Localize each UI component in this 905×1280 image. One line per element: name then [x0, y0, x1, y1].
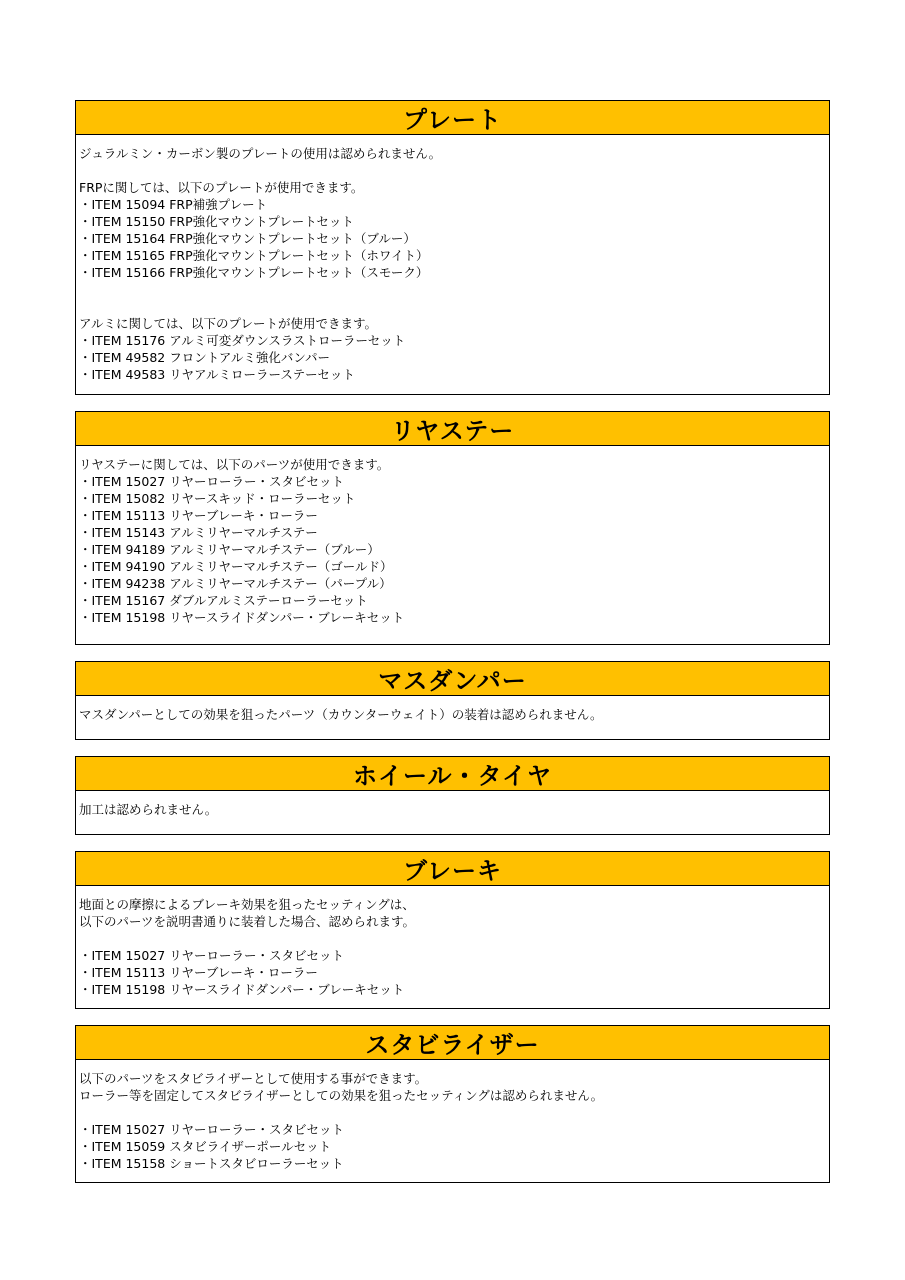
text-line	[79, 298, 826, 315]
text-line: ・ITEM 15113 リヤーブレーキ・ローラー	[79, 508, 318, 523]
text-line: ・ITEM 15158 ショートスタビローラーセット	[79, 1156, 344, 1171]
text-line: ・ITEM 15027 リヤーローラー・スタビセット	[79, 1122, 344, 1137]
text-line: ・ITEM 15176 アルミ可変ダウンスラストローラーセット	[79, 333, 406, 348]
section-body	[76, 1060, 829, 1178]
text-line	[79, 930, 826, 947]
text-line: ・ITEM 15166 FRP強化マウントプレートセット（スモーク）	[79, 265, 429, 280]
text-line: ・ITEM 15094 FRP補強プレート	[79, 197, 268, 212]
text-line: ・ITEM 15150 FRP強化マウントプレートセット	[79, 214, 354, 229]
section-title: ホイール・タイヤ	[76, 757, 829, 791]
text-line: FRPに関しては、以下のプレートが使用できます。	[79, 180, 364, 195]
text-line: ・ITEM 15165 FRP強化マウントプレートセット（ホワイト）	[79, 248, 429, 263]
text-line: ・ITEM 15027 リヤーローラー・スタビセット	[79, 474, 344, 489]
section-body	[76, 696, 829, 729]
section-title: リヤステー	[76, 412, 829, 446]
text-line: ・ITEM 15113 リヤーブレーキ・ローラー	[79, 965, 318, 980]
section-wheel-tire	[75, 756, 830, 835]
text-line: ・ITEM 15082 リヤースキッド・ローラーセット	[79, 491, 356, 506]
text-line: 地面との摩擦によるブレーキ効果を狙ったセッティングは、	[79, 897, 415, 912]
section-title: プレート	[76, 101, 829, 135]
text-line: ・ITEM 15167 ダブルアルミステーローラーセット	[79, 593, 368, 608]
section-mass-damper	[75, 661, 830, 740]
text-line: 以下のパーツを説明書通りに装着した場合、認められます。	[79, 914, 416, 929]
section-brake	[75, 851, 830, 1009]
text-line: ・ITEM 94189 アルミリヤーマルチステー（ブルー）	[79, 542, 380, 557]
section-stabilizer	[75, 1025, 830, 1183]
section-title: スタビライザー	[76, 1026, 829, 1060]
text-line: 以下のパーツをスタビライザーとして使用する事ができます。	[79, 1071, 428, 1086]
text-line: アルミに関しては、以下のプレートが使用できます。	[79, 316, 378, 331]
text-line	[79, 1104, 826, 1121]
section-title: マスダンパー	[76, 662, 829, 696]
text-line: ・ITEM 94238 アルミリヤーマルチステー（パープル）	[79, 576, 392, 591]
text-line	[79, 162, 826, 179]
section-body	[76, 791, 829, 824]
section-title: ブレーキ	[76, 852, 829, 886]
text-line: ・ITEM 49583 リヤアルミローラーステーセット	[79, 367, 355, 382]
section-body	[76, 886, 829, 1004]
text-line: ローラー等を固定してスタビライザーとしての効果を狙ったセッティングは認められません。	[79, 1088, 604, 1103]
section-body	[76, 135, 829, 389]
text-line: ・ITEM 49582 フロントアルミ強化バンパー	[79, 350, 330, 365]
text-line: ・ITEM 15027 リヤーローラー・スタビセット	[79, 948, 344, 963]
text-line: ・ITEM 15164 FRP強化マウントプレートセット（ブルー）	[79, 231, 416, 246]
section-body	[76, 446, 829, 632]
text-line: ・ITEM 15198 リヤースライドダンパー・ブレーキセット	[79, 982, 405, 997]
section-plate	[75, 100, 830, 395]
text-line: 加工は認められません。	[79, 802, 218, 817]
text-line	[79, 281, 826, 298]
text-line: リヤステーに関しては、以下のパーツが使用できます。	[79, 457, 390, 472]
text-line: ジュラルミン・カーボン製のプレートの使用は認められません。	[79, 146, 442, 161]
text-line: ・ITEM 94190 アルミリヤーマルチステー（ゴールド）	[79, 559, 393, 574]
text-line: ・ITEM 15059 スタビライザーポールセット	[79, 1139, 332, 1154]
text-line: ・ITEM 15143 アルミリヤーマルチステー	[79, 525, 318, 540]
text-line: マスダンパーとしての効果を狙ったパーツ（カウンターウェイト）の装着は認められません。	[79, 707, 603, 722]
section-rear-stay	[75, 411, 830, 645]
text-line: ・ITEM 15198 リヤースライドダンパー・ブレーキセット	[79, 610, 405, 625]
